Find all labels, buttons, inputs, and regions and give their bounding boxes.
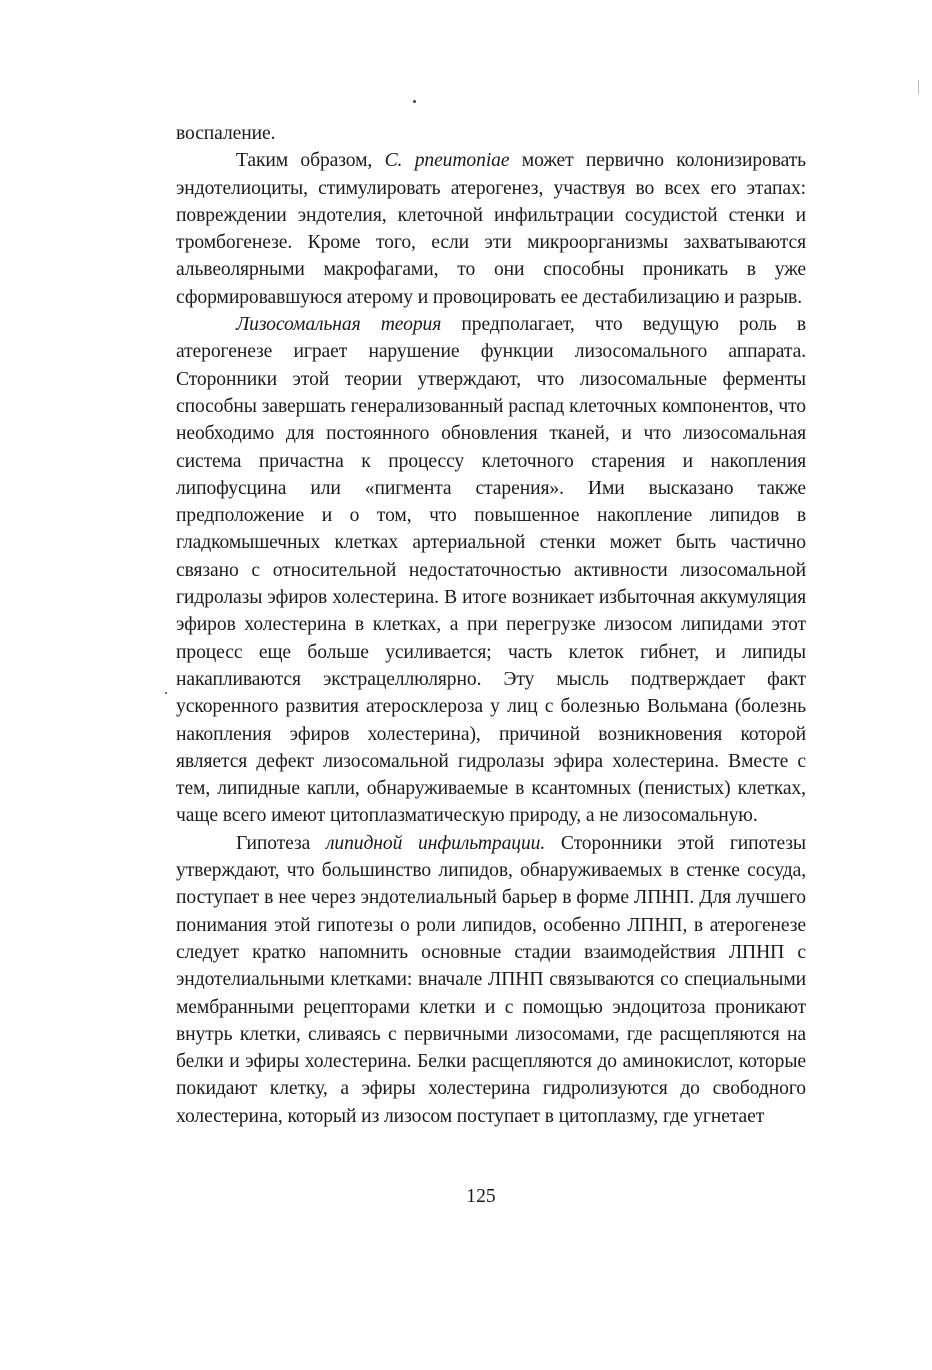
paragraph-continuation [176,120,806,147]
paragraph-c-pneumoniae [176,147,806,311]
theory-term: Лизосомальная теория [236,314,442,336]
scan-speck [413,100,416,103]
page-number: 125 [466,1186,496,1207]
hypothesis-term: липидной инфильтрации. [325,832,546,854]
paragraph-lipid-infiltration [176,830,806,1130]
scan-edge-mark [918,80,919,94]
text-segment: предполагает, что ведущую роль в атерогенезе играет нарушение функции лизосомального аппарата. Сторонники этой теории утверждают, что лизосомальные ферменты способны завершать генерализованный распад клеточных компонентов, что необходимо для постоянного обновления тканей, и что лизосомальная система причастна к процессу клеточного старения и накопления липофусцина или «пигмента старения». Ими высказано также предположение и о том, что повышенное накопление липидов в гладкомышечных клетках артериальной стенки может быть частично связано с относительной недостаточностью активности лизосомальной гидролазы эфиров холестерина. В итоге возникает избыточная аккумуляция эфиров холестерина в клетках, а при перегрузке лизосом липидами этот процесс еще больше усиливается; часть клеток гибнет, и липиды накапливаются экстрацеллюлярно. Эту мысль подтверждает факт ускоренного развития атеросклероза у лиц с болезнью Вольмана (болезнь накопления эфиров холестерина), причиной возникновения которой является дефект лизосомальной гидролазы эфира холестерина. Вместе с тем, липидные капли, обнаруживаемые в ксантомных (пенистых) клетках, чаще всего имеют цитоплазматическую природу, а не лизосомальную. [176,314,806,827]
scan-speck [165,692,167,694]
text-segment: Гипотеза [236,832,326,854]
body-text [176,120,806,1130]
species-name: C. pneumoniae [384,150,510,172]
paragraph-lysosomal-theory [176,311,806,830]
text-segment: Сторонники этой гипотезы утверждают, что большинство липидов, обнаруживаемых в стенке сосуда, поступает в нее через эндотелиальный барьер в форме ЛПНП. Для лучшего понимания этой гипотезы о роли липидов, особенно ЛПНП, в атерогенезе следует кратко напомнить основные стадии взаимодействия ЛПНП с эндотелиальными клетками: вначале ЛПНП связываются со специальными мембранными рецепторами клетки и с помощью эндоцитоза проникают внутрь клетки, сливаясь с первичными лизосомами, где расщепляются на белки и эфиры холестерина. Белки расщепляются до аминокислот, которые покидают клетку, а эфиры холестерина гидролизуются до свободного холестерина, который из лизосом поступает в цитоплазму, где угнетает [176,832,806,1127]
text-segment: воспаление. [176,123,276,144]
text-segment: может первично колонизировать эндотелиоциты, стимулировать атерогенез, участвуя во всех его этапах: повреждении эндотелия, клеточной инфильтрации сосудистой стенки и тромбогенезе. Кроме того, если эти микроорганизмы захватываются альвеолярными макрофагами, то они способны проникать в уже сформировавшуюся атерому и провоцировать ее дестабилизацию и разрыв. [176,150,807,308]
text-segment: Таким образом, [236,150,385,172]
